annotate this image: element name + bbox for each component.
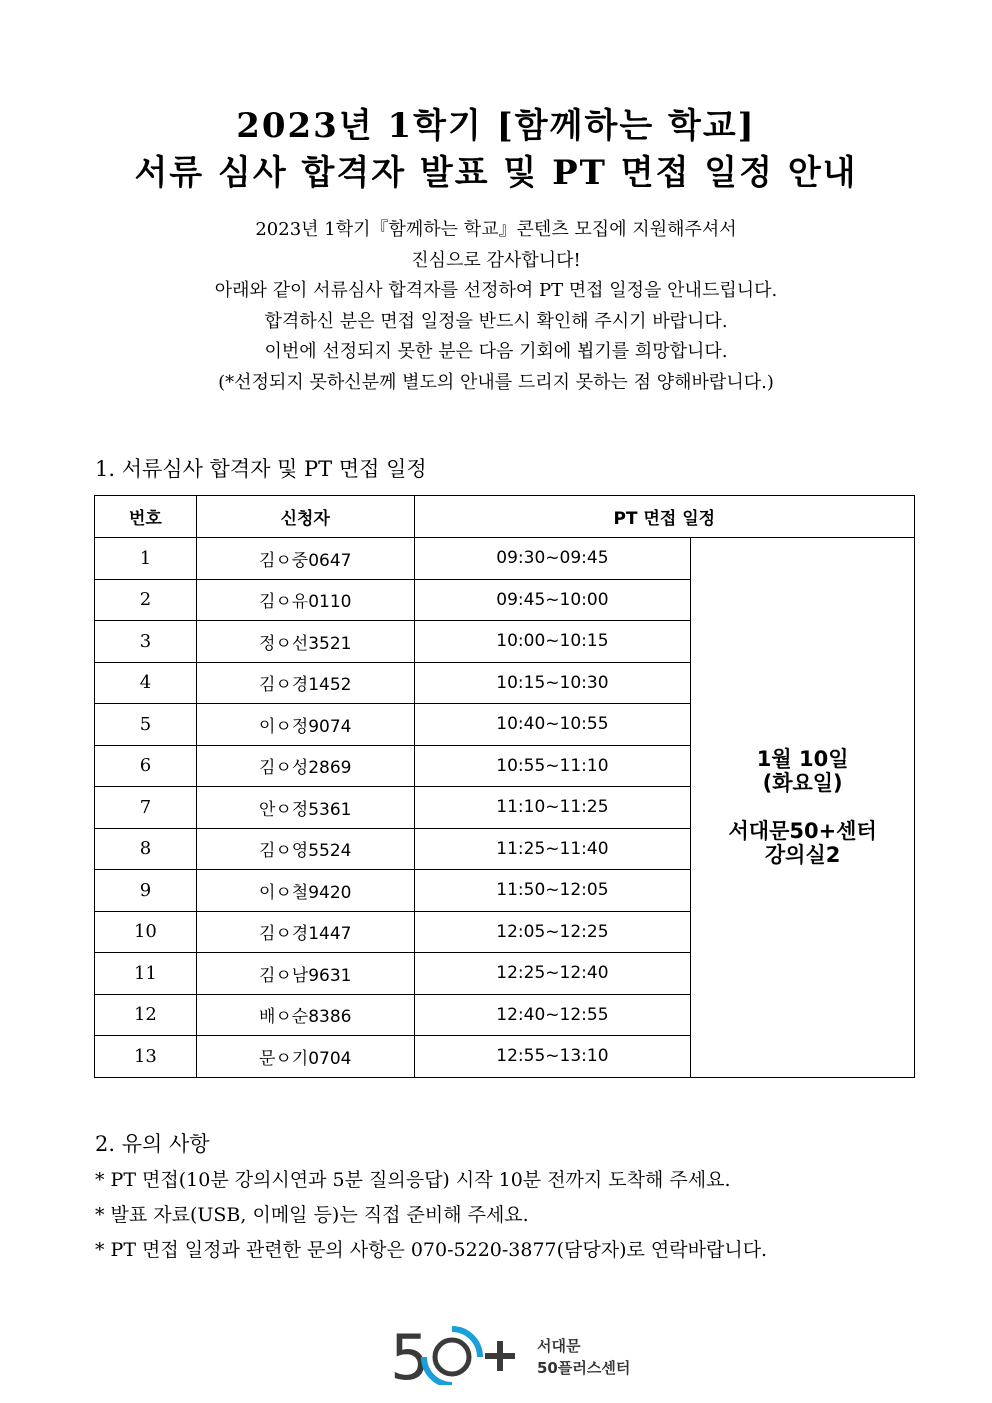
row-applicant: 안ㅇ정5361 [196, 787, 414, 829]
notes-list [95, 1163, 767, 1268]
venue-room: 강의실2 [764, 843, 841, 868]
venue-weekday: (화요일) [762, 771, 843, 796]
row-time: 12:55~13:10 [414, 1036, 691, 1078]
row-number: 9 [95, 870, 197, 912]
header-schedule: PT 면접 일정 [414, 496, 914, 538]
row-applicant: 김ㅇ영5524 [196, 828, 414, 870]
section1-heading: 1. 서류심사 합격자 및 PT 면접 일정 [95, 457, 427, 481]
row-time: 09:30~09:45 [414, 538, 691, 580]
row-number: 5 [95, 704, 197, 746]
row-applicant: 김ㅇ경1452 [196, 662, 414, 704]
intro-line: 아래와 같이 서류심사 합격자를 선정하여 PT 면접 일정을 안내드립니다. [214, 280, 778, 301]
logo-name-line2: 50플러스센터 [537, 1359, 631, 1377]
venue-place: 서대문50+센터 [728, 819, 877, 844]
logo-plus-icon [497, 1341, 503, 1371]
logo-name-line1: 서대문 [537, 1337, 581, 1355]
intro-line: 이번에 선정되지 못한 분은 다음 기회에 뵙기를 희망합니다. [264, 341, 728, 362]
row-applicant: 김ㅇ성2869 [196, 745, 414, 787]
logo-wordmark [537, 1335, 630, 1379]
intro-line: 2023년 1학기『함께하는 학교』콘텐츠 모집에 지원해주셔서 [255, 219, 737, 240]
intro-paragraph [0, 215, 992, 398]
row-applicant: 이ㅇ철9420 [196, 870, 414, 912]
note-item: * 발표 자료(USB, 이메일 등)는 직접 준비해 주세요. [95, 1204, 529, 1226]
row-time: 11:10~11:25 [414, 787, 691, 829]
row-time: 12:40~12:55 [414, 994, 691, 1036]
row-number: 6 [95, 745, 197, 787]
table-header-row [95, 496, 915, 538]
row-time: 10:00~10:15 [414, 621, 691, 663]
logo-five-glyph: 5 [390, 1325, 430, 1385]
row-time: 12:25~12:40 [414, 953, 691, 995]
logo-ring-icon [435, 1340, 469, 1374]
row-number: 2 [95, 579, 197, 621]
row-number: 10 [95, 911, 197, 953]
venue-cell [691, 538, 915, 1078]
row-applicant: 김ㅇ경1447 [196, 911, 414, 953]
venue-date: 1월 10일 [756, 747, 849, 772]
row-applicant: 이ㅇ정9074 [196, 704, 414, 746]
row-time: 12:05~12:25 [414, 911, 691, 953]
row-applicant: 김ㅇ유0110 [196, 579, 414, 621]
row-number: 11 [95, 953, 197, 995]
header-applicant: 신청자 [196, 496, 414, 538]
section2-heading: 2. 유의 사항 [95, 1132, 210, 1156]
intro-line: 진심으로 감사합니다! [411, 249, 581, 271]
note-item: * PT 면접 일정과 관련한 문의 사항은 070-5220-3877(담당자)로 연락바랍니다. [95, 1239, 768, 1261]
row-applicant: 김ㅇ중0647 [196, 538, 414, 580]
row-applicant: 김ㅇ남9631 [196, 953, 414, 995]
intro-line: (*선정되지 못하신분께 별도의 안내를 드리지 못하는 점 양해바랍니다.) [218, 371, 774, 393]
note-item: * PT 면접(10분 강의시연과 5분 질의응답) 시작 10분 전까지 도착해 주세요. [95, 1169, 731, 1191]
row-number: 3 [95, 621, 197, 663]
row-applicant: 문ㅇ기0704 [196, 1036, 414, 1078]
table-row [95, 538, 915, 580]
row-number: 4 [95, 662, 197, 704]
row-applicant: 정ㅇ선3521 [196, 621, 414, 663]
row-time: 09:45~10:00 [414, 579, 691, 621]
row-number: 13 [95, 1036, 197, 1078]
document-title-line2: 서류 심사 합격자 발표 및 PT 면접 일정 안내 [134, 153, 858, 193]
intro-line: 합격하신 분은 면접 일정을 반드시 확인해 주시기 바랍니다. [264, 310, 728, 332]
row-number: 8 [95, 828, 197, 870]
row-number: 1 [95, 538, 197, 580]
row-time: 10:55~11:10 [414, 745, 691, 787]
row-time: 10:15~10:30 [414, 662, 691, 704]
document-title-line1: 2023년 1학기 [함께하는 학교] [236, 106, 756, 146]
schedule-table [94, 495, 915, 1078]
row-applicant: 배ㅇ순8386 [196, 994, 414, 1036]
row-time: 11:50~12:05 [414, 870, 691, 912]
header-number: 번호 [95, 496, 197, 538]
row-number: 7 [95, 787, 197, 829]
row-time: 11:25~11:40 [414, 828, 691, 870]
row-time: 10:40~10:55 [414, 704, 691, 746]
row-number: 12 [95, 994, 197, 1036]
